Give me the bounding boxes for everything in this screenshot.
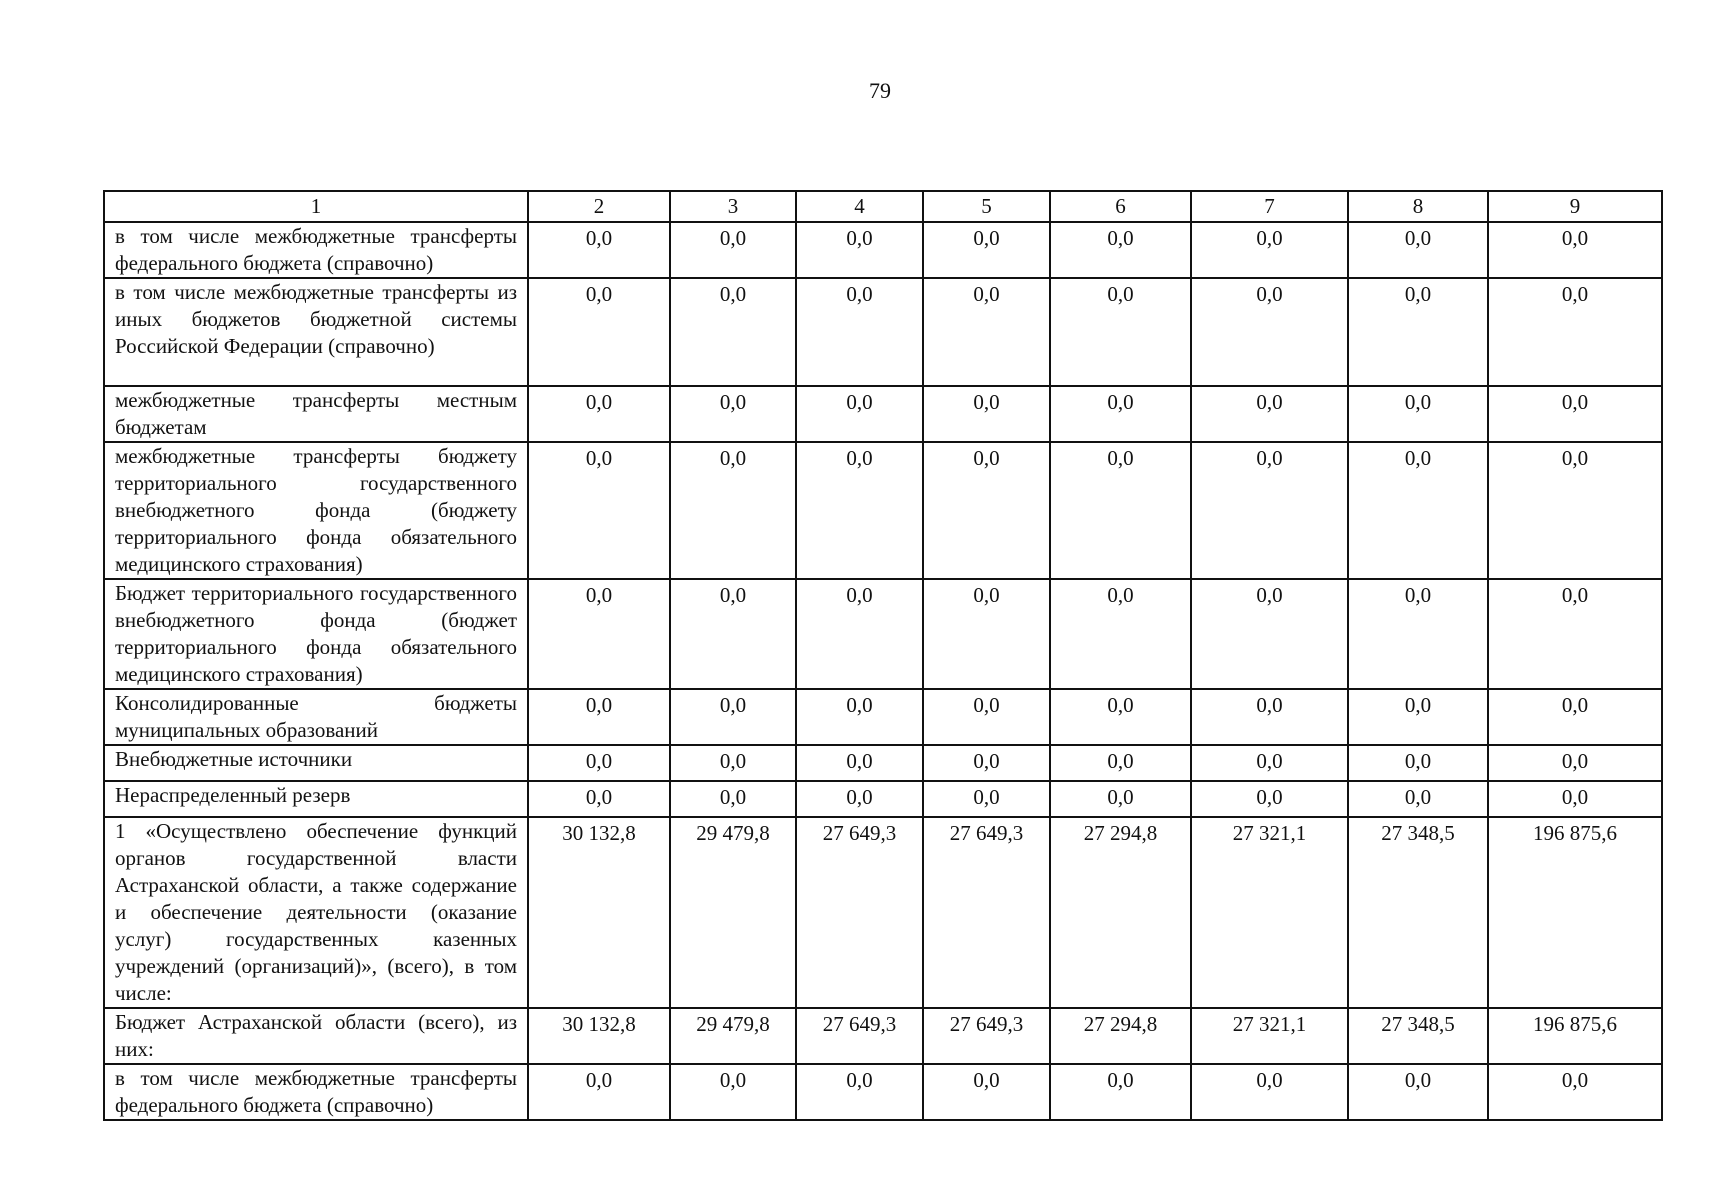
value-cell-col-4: 0,0: [796, 745, 923, 781]
row-label: Бюджет Астраханской области (всего), из них:: [104, 1008, 528, 1064]
column-header-5: 5: [923, 191, 1050, 222]
table-row: [104, 1008, 1662, 1064]
column-header-1: 1: [104, 191, 528, 222]
value-cell-col-8: 0,0: [1348, 278, 1488, 386]
value-cell-col-9: 0,0: [1488, 745, 1662, 781]
value-cell-col-2: 30 132,8: [528, 817, 670, 1008]
value-cell-col-7: 0,0: [1191, 781, 1348, 817]
value-cell-col-4: 0,0: [796, 781, 923, 817]
value-cell-col-6: 0,0: [1050, 386, 1191, 442]
row-label: Бюджет территориального государственного внебюджетного фонда (бюджет территориального фонда обязательного медицинского страхования): [104, 579, 528, 689]
row-label: межбюджетные трансферты бюджету территориального государственного внебюджетного фонда (бюджету территориального фонда обязательного медицинского страхования): [104, 442, 528, 579]
value-cell-col-5: 0,0: [923, 222, 1050, 278]
table-row: [104, 689, 1662, 745]
value-cell-col-8: 0,0: [1348, 1064, 1488, 1120]
table-row: [104, 222, 1662, 278]
value-cell-col-8: 0,0: [1348, 689, 1488, 745]
value-cell-col-5: 0,0: [923, 442, 1050, 579]
value-cell-col-6: 0,0: [1050, 1064, 1191, 1120]
value-cell-col-4: 0,0: [796, 1064, 923, 1120]
value-cell-col-9: 0,0: [1488, 442, 1662, 579]
value-cell-col-4: 0,0: [796, 278, 923, 386]
value-cell-col-5: 0,0: [923, 689, 1050, 745]
value-cell-col-3: 0,0: [670, 222, 796, 278]
value-cell-col-6: 0,0: [1050, 579, 1191, 689]
table-row: [104, 579, 1662, 689]
value-cell-col-7: 0,0: [1191, 745, 1348, 781]
value-cell-col-5: 0,0: [923, 579, 1050, 689]
value-cell-col-8: 0,0: [1348, 579, 1488, 689]
value-cell-col-3: 0,0: [670, 386, 796, 442]
page-number: 79: [869, 78, 891, 103]
value-cell-col-7: 0,0: [1191, 442, 1348, 579]
value-cell-col-7: 27 321,1: [1191, 1008, 1348, 1064]
value-cell-col-7: 27 321,1: [1191, 817, 1348, 1008]
row-label: межбюджетные трансферты местным бюджетам: [104, 386, 528, 442]
value-cell-col-9: 0,0: [1488, 579, 1662, 689]
value-cell-col-6: 0,0: [1050, 781, 1191, 817]
value-cell-col-3: 0,0: [670, 781, 796, 817]
table-row: [104, 278, 1662, 386]
table-body: [104, 191, 1662, 1120]
value-cell-col-8: 0,0: [1348, 442, 1488, 579]
value-cell-col-2: 0,0: [528, 579, 670, 689]
value-cell-col-7: 0,0: [1191, 689, 1348, 745]
value-cell-col-7: 0,0: [1191, 579, 1348, 689]
value-cell-col-6: 0,0: [1050, 278, 1191, 386]
row-label: Консолидированные бюджеты муниципальных образований: [104, 689, 528, 745]
value-cell-col-2: 0,0: [528, 689, 670, 745]
value-cell-col-3: 0,0: [670, 278, 796, 386]
table-row: [104, 442, 1662, 579]
value-cell-col-6: 0,0: [1050, 222, 1191, 278]
column-header-4: 4: [796, 191, 923, 222]
value-cell-col-7: 0,0: [1191, 278, 1348, 386]
value-cell-col-9: 0,0: [1488, 1064, 1662, 1120]
header-row: [104, 191, 1662, 222]
row-label: 1 «Осуществлено обеспечение функций органов государственной власти Астраханской области, а также содержание и обеспечение деятельности (оказание услуг) государственных казенных учреждений (организаций)», (всего), в том числе:: [104, 817, 528, 1008]
value-cell-col-2: 30 132,8: [528, 1008, 670, 1064]
value-cell-col-3: 0,0: [670, 1064, 796, 1120]
column-header-6: 6: [1050, 191, 1191, 222]
value-cell-col-7: 0,0: [1191, 386, 1348, 442]
value-cell-col-2: 0,0: [528, 278, 670, 386]
value-cell-col-9: 0,0: [1488, 386, 1662, 442]
value-cell-col-8: 0,0: [1348, 781, 1488, 817]
row-label: в том числе межбюджетные трансферты федерального бюджета (справочно): [104, 1064, 528, 1120]
column-header-8: 8: [1348, 191, 1488, 222]
value-cell-col-2: 0,0: [528, 781, 670, 817]
value-cell-col-4: 0,0: [796, 579, 923, 689]
value-cell-col-3: 29 479,8: [670, 1008, 796, 1064]
value-cell-col-5: 27 649,3: [923, 817, 1050, 1008]
value-cell-col-8: 0,0: [1348, 386, 1488, 442]
table-row: [104, 781, 1662, 817]
value-cell-col-9: 0,0: [1488, 689, 1662, 745]
value-cell-col-2: 0,0: [528, 1064, 670, 1120]
value-cell-col-7: 0,0: [1191, 222, 1348, 278]
value-cell-col-3: 0,0: [670, 442, 796, 579]
row-label: в том числе межбюджетные трансферты федерального бюджета (справочно): [104, 222, 528, 278]
budget-table: [103, 190, 1663, 1121]
value-cell-col-4: 0,0: [796, 222, 923, 278]
value-cell-col-4: 0,0: [796, 386, 923, 442]
value-cell-col-6: 27 294,8: [1050, 817, 1191, 1008]
value-cell-col-6: 0,0: [1050, 689, 1191, 745]
value-cell-col-2: 0,0: [528, 442, 670, 579]
column-header-3: 3: [670, 191, 796, 222]
row-label: Внебюджетные источники: [104, 745, 528, 781]
value-cell-col-4: 27 649,3: [796, 817, 923, 1008]
column-header-7: 7: [1191, 191, 1348, 222]
value-cell-col-5: 27 649,3: [923, 1008, 1050, 1064]
value-cell-col-9: 196 875,6: [1488, 1008, 1662, 1064]
value-cell-col-4: 0,0: [796, 442, 923, 579]
value-cell-col-9: 0,0: [1488, 781, 1662, 817]
value-cell-col-7: 0,0: [1191, 1064, 1348, 1120]
value-cell-col-4: 0,0: [796, 689, 923, 745]
value-cell-col-8: 0,0: [1348, 745, 1488, 781]
table-row: [104, 386, 1662, 442]
table-row: [104, 745, 1662, 781]
value-cell-col-5: 0,0: [923, 745, 1050, 781]
value-cell-col-5: 0,0: [923, 278, 1050, 386]
value-cell-col-9: 0,0: [1488, 278, 1662, 386]
value-cell-col-8: 0,0: [1348, 222, 1488, 278]
value-cell-col-6: 27 294,8: [1050, 1008, 1191, 1064]
value-cell-col-8: 27 348,5: [1348, 1008, 1488, 1064]
value-cell-col-2: 0,0: [528, 745, 670, 781]
value-cell-col-3: 0,0: [670, 745, 796, 781]
value-cell-col-5: 0,0: [923, 386, 1050, 442]
value-cell-col-6: 0,0: [1050, 442, 1191, 579]
value-cell-col-5: 0,0: [923, 1064, 1050, 1120]
value-cell-col-3: 29 479,8: [670, 817, 796, 1008]
column-header-9: 9: [1488, 191, 1662, 222]
column-header-2: 2: [528, 191, 670, 222]
value-cell-col-8: 27 348,5: [1348, 817, 1488, 1008]
row-label: в том числе межбюджетные трансферты из иных бюджетов бюджетной системы Российской Федерации (справочно): [104, 278, 528, 386]
value-cell-col-6: 0,0: [1050, 745, 1191, 781]
table-row: [104, 1064, 1662, 1120]
row-label: Нераспределенный резерв: [104, 781, 528, 817]
value-cell-col-5: 0,0: [923, 781, 1050, 817]
value-cell-col-2: 0,0: [528, 222, 670, 278]
value-cell-col-9: 0,0: [1488, 222, 1662, 278]
value-cell-col-9: 196 875,6: [1488, 817, 1662, 1008]
value-cell-col-2: 0,0: [528, 386, 670, 442]
value-cell-col-4: 27 649,3: [796, 1008, 923, 1064]
value-cell-col-3: 0,0: [670, 579, 796, 689]
value-cell-col-3: 0,0: [670, 689, 796, 745]
table-row: [104, 817, 1662, 1008]
